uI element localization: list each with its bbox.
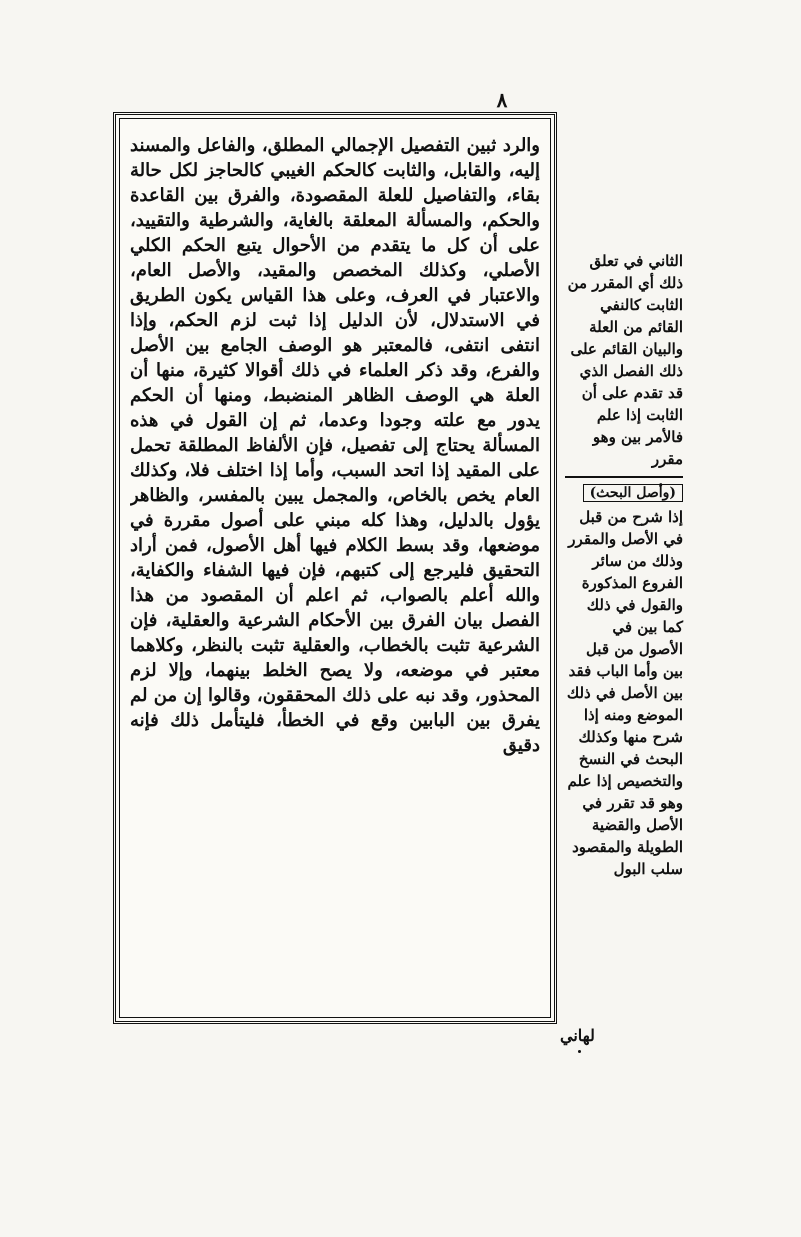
marginal-heading: (وأصل البحث) (583, 484, 683, 502)
marginal-text-top: الثاني في تعلق ذلك أي المقرر من الثابت كالنفي القائم من العلة والبيان القائم على ذلك الفصل الذي قد تقدم على أن الثابت إذا علم فالأمر بين وهو مقرر (567, 252, 683, 468)
page-number: ٨ (496, 88, 508, 112)
main-text-frame (113, 112, 557, 1024)
marginal-divider (565, 476, 683, 478)
marginal-commentary (565, 250, 683, 880)
marginal-text-bottom: إذا شرح من قبل في الأصل والمقرر وذلك من سائر الفروع المذكورة والقول في ذلك كما بين في الأصول من قبل بين وأما الباب فقد بين الأصل في ذلك الموضع ومنه إذا شرح منها وكذلك البحث في النسخ والتخصيص إذا علم وهو قد تقرر في الأصل والقضية الطويلة والمقصود سلب البول (566, 508, 683, 878)
ink-dot (578, 1050, 581, 1053)
main-body-text: والرد ثبين التفصيل الإجمالي المطلق، والفاعل والمسند إليه، والقابل، والثابت كالحكم الغيبي كالحاجز لكل حالة بقاء، والتفاصيل للعلة المقصودة، والفرق بين القاعدة والحكم، والمسألة المعلقة بالغاية، والشرطية والتقييد، على أن كل ما يتقدم من الأحوال يتبع الحكم الكلي الأصلي، وكذلك المخصص والمقيد، والأصل العام، والاعتبار في العرف، وعلى هذا القياس يكون الطريق في الاستدلال، لأن الدليل إذا ثبت لزم الحكم، وإذا انتفى انتفى، فالمعتبر هو الوصف الجامع بين الأصل والفرع، وقد ذكر العلماء في ذلك أقوالا كثيرة، منها أن العلة هي الوصف الظاهر المنضبط، ومنها أن الحكم يدور مع علته وجودا وعدما، ثم إن القول في هذه المسألة يحتاج إلى تفصيل، فإن الألفاظ المطلقة تحمل على المقيد إذا اتحد السبب، وأما إذا اختلف فلا، وكذلك العام يخص بالخاص، والمجمل يبين بالمفسر، والظاهر يؤول بالدليل، وهذا كله مبني على أصول مقررة في موضعها، وقد بسط الكلام فيها أهل الأصول، فمن أراد التحقيق فليرجع إلى كتبهم، فإن فيها الشفاء والكفاية، والله أعلم بالصواب، ثم اعلم أن المقصود من هذا الفصل بيان الفرق بين الأحكام الشرعية والعقلية، فإن الشرعية تثبت بالخطاب، والعقلية تثبت بالنظر، وكلاهما معتبر في موضعه، ولا يصح الخلط بينهما، وإلا لزم المحذور، وقد نبه على ذلك المحققون، وقالوا إن من لم يفرق بين البابين وقع في الخطأ، فليتأمل ذلك فإنه دقيق (130, 135, 540, 756)
catchword: لهاني (560, 1026, 595, 1045)
